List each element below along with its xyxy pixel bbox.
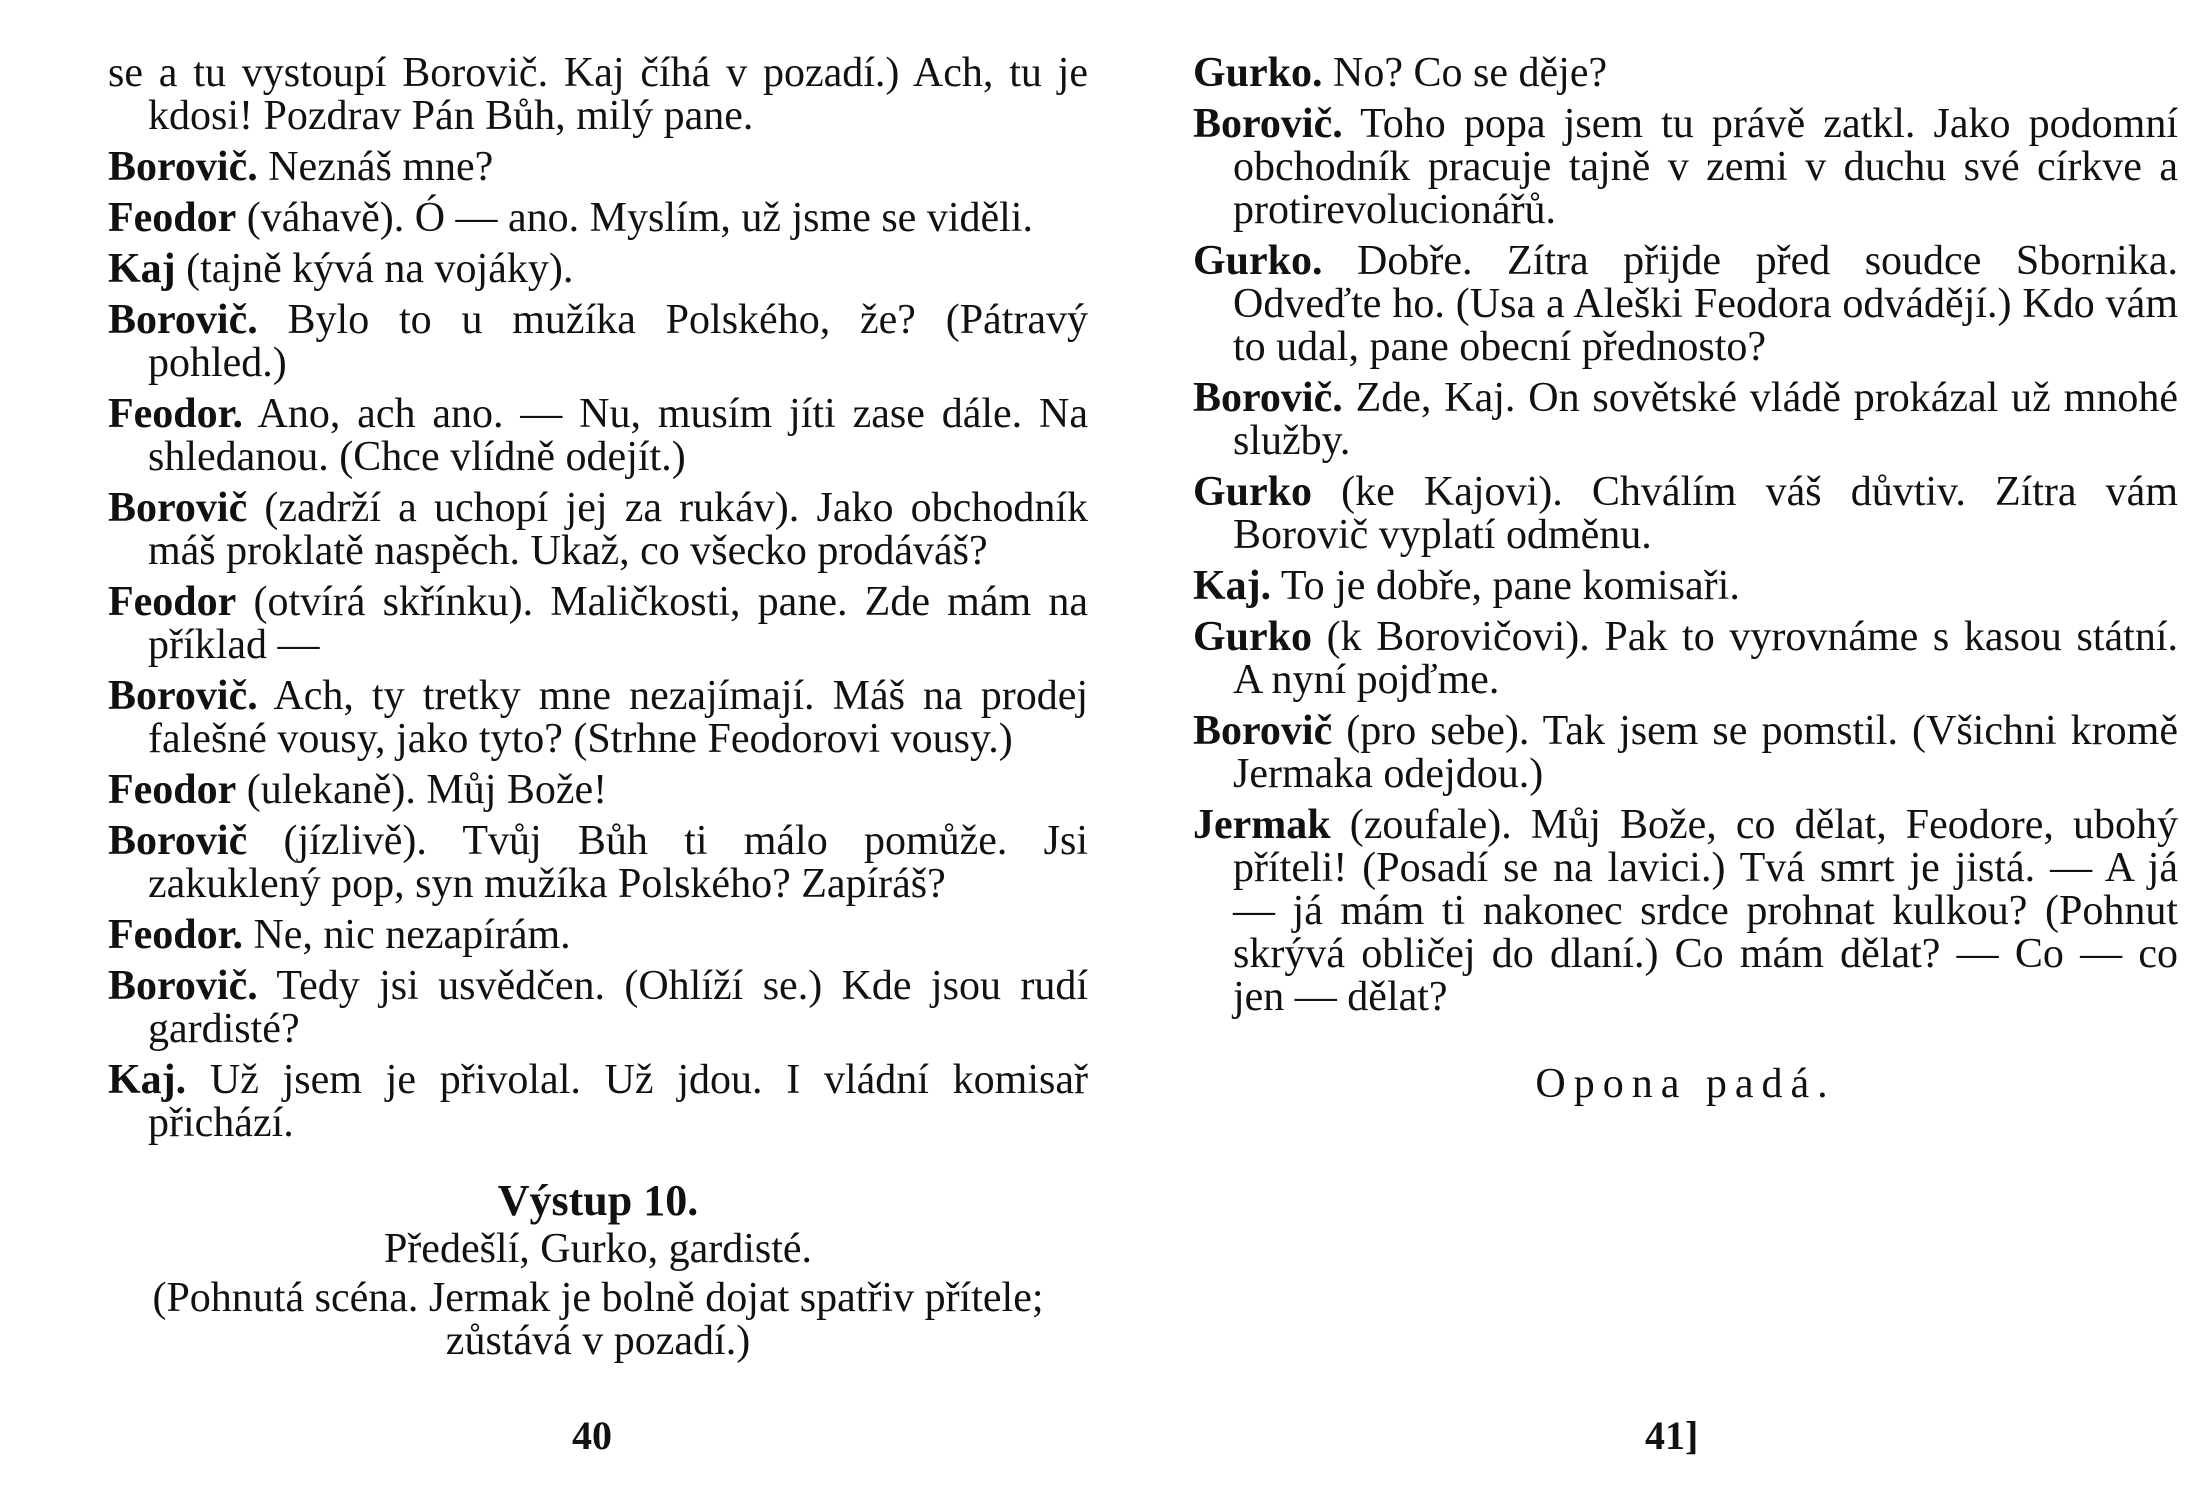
line-text: (zadrží a uchopí jej za rukáv). Jako obchodník máš proklatě naspěch. Ukaž, co všecko prodáváš? — [148, 485, 1088, 574]
dialogue-line — [108, 581, 1088, 667]
line-text: Bylo to u mužíka Polského, že? (Pátravý pohled.) — [148, 297, 1088, 386]
line-text: (zoufale). Můj Bože, co dělat, Feodore, ubohý příteli! (Posadí se na lavici.) Tvá smrt je jistá. — A já — já mám ti nakonec srdce prohnat kulkou? (Pohnut skrývá obličej do dlaní.) Co mám dělat? — Co — co jen — dělat? — [1233, 802, 2178, 1020]
line-text: (ke Kajovi). Chválím váš důvtiv. Zítra vám Borovič vyplatí odměnu. — [1233, 469, 2178, 558]
line-text: Už jsem je přivolal. Už jdou. I vládní komisař přichází. — [148, 1057, 1088, 1146]
line-text: (ulekaně). Můj Bože! — [236, 767, 608, 813]
speaker-name: Kaj. — [108, 1057, 187, 1103]
dialogue-line — [108, 965, 1088, 1051]
line-text: Dobře. Zítra přijde před soudce Sbornika. Odveďte ho. (Usa a Aleški Feodora odvádějí.) Kdo vám to udal, pane obecní přednosto? — [1233, 238, 2178, 370]
speaker-name: Gurko. — [1193, 50, 1323, 96]
dialogue-line — [108, 769, 1088, 812]
scene-characters: Předešlí, Gurko, gardisté. — [383, 1226, 813, 1272]
speaker-name: Borovič. — [1193, 375, 1343, 421]
speaker-name: Kaj. — [1193, 563, 1272, 609]
line-text: Ne, nic nezapírám. — [242, 912, 571, 958]
speaker-name: Feodor — [108, 767, 237, 813]
speaker-name: Feodor. — [108, 912, 243, 958]
dialogue-line — [108, 487, 1088, 573]
dialogue-line — [1193, 52, 2178, 95]
line-text: To je dobře, pane komisaři. — [1271, 563, 1740, 609]
page-number: 41] — [1645, 1413, 1699, 1458]
dialogue-line — [108, 299, 1088, 385]
line-text: Ano, ach ano. — Nu, musím jíti zase dále. Na shledanou. (Chce vlídně odejít.) — [148, 391, 1088, 480]
left-text-column — [108, 52, 1088, 1371]
speaker-name: Borovič. — [108, 963, 258, 1009]
dialogue-line — [1193, 240, 2178, 369]
dialogue-line — [108, 248, 1088, 291]
page-number: 40 — [572, 1413, 612, 1458]
scene-title: Výstup 10. — [497, 1176, 699, 1225]
speaker-name: Gurko. — [1193, 238, 1323, 284]
line-text: (otvírá skřínku). Maličkosti, pane. Zde mám na příklad — — [148, 579, 1088, 668]
speaker-name: Borovič — [108, 485, 248, 531]
scene-direction: (Pohnutá scéna. Jermak je bolně dojat spatřiv přítele; zůstává v pozadí.) — [152, 1275, 1044, 1364]
line-text: Zde, Kaj. On sovětské vládě prokázal už mnohé služby. — [1233, 375, 2178, 464]
speaker-name: Kaj — [108, 246, 176, 292]
speaker-name: Borovič. — [1193, 101, 1343, 147]
line-text: Toho popa jsem tu právě zatkl. Jako podomní obchodník pracuje tajně v zemi v duchu své církve a protirevolucionářů. — [1233, 101, 2178, 233]
dialogue-line — [108, 197, 1088, 240]
line-text: (jízlivě). Tvůj Bůh ti málo pomůže. Jsi zakuklený pop, syn mužíka Polského? Zapíráš? — [148, 818, 1088, 907]
speaker-name: Feodor — [108, 579, 237, 625]
speaker-name: Borovič. — [108, 297, 258, 343]
dialogue-line — [108, 146, 1088, 189]
line-text: Ach, ty tretky mne nezajímají. Máš na prodej falešné vousy, jako tyto? (Strhne Feodorovi vousy.) — [148, 673, 1088, 762]
right-page — [1105, 0, 2210, 1500]
speaker-name: Borovič. — [108, 144, 258, 190]
speaker-name: Feodor — [108, 195, 237, 241]
dialogue-line — [1193, 377, 2178, 463]
line-text: (pro sebe). Tak jsem se pomstil. (Všichni kromě Jermaka odejdou.) — [1233, 708, 2178, 797]
dialogue-line — [1193, 471, 2178, 557]
speaker-name: Gurko — [1193, 614, 1313, 660]
dialogue-line — [1193, 103, 2178, 232]
dialogue-line — [1193, 804, 2178, 1019]
speaker-name: Feodor. — [108, 391, 243, 437]
dialogue-line — [1193, 710, 2178, 796]
dialogue-line — [1193, 565, 2178, 608]
line-text: se a tu vystoupí Borovič. Kaj číhá v pozadí.) Ach, tu je kdosi! Pozdrav Pán Bůh, milý pane. — [108, 50, 1088, 139]
line-text: No? Co se děje? — [1322, 50, 1608, 96]
dialogue-line — [108, 820, 1088, 906]
line-text: (tajně kývá na vojáky). — [175, 246, 574, 292]
speaker-name: Borovič. — [108, 673, 258, 719]
speaker-name: Borovič — [1193, 708, 1333, 754]
right-text-column — [1193, 52, 2178, 1114]
line-text: (k Borovičovi). Pak to vyrovnáme s kasou státní. A nyní pojďme. — [1233, 614, 2178, 703]
dialogue-line — [108, 914, 1088, 957]
line-text: Tedy jsi usvědčen. (Ohlíží se.) Kde jsou rudí gardisté? — [148, 963, 1088, 1052]
speaker-name: Gurko — [1193, 469, 1313, 515]
dialogue-line — [108, 52, 1088, 138]
dialogue-line — [108, 393, 1088, 479]
speaker-name: Jermak — [1193, 802, 1331, 848]
curtain-falls: Opona padá. — [1535, 1061, 1836, 1107]
line-text: (váhavě). Ó — ano. Myslím, už jsme se viděli. — [236, 195, 1033, 241]
dialogue-line — [108, 1059, 1088, 1145]
line-text: Neznáš mne? — [257, 144, 494, 190]
dialogue-line — [1193, 616, 2178, 702]
dialogue-line — [108, 675, 1088, 761]
speaker-name: Borovič — [108, 818, 248, 864]
